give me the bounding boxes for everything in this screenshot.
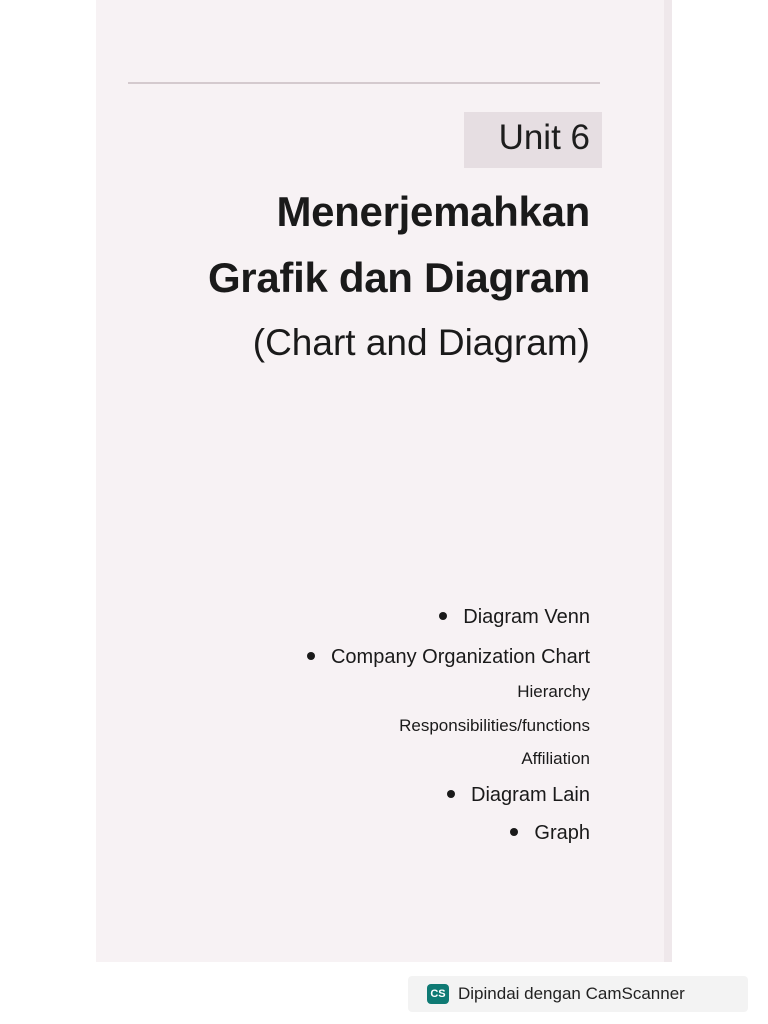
list-item-label: Graph	[534, 822, 590, 844]
page-edge	[664, 0, 672, 962]
list-item-graph	[510, 822, 590, 845]
list-item-org-chart	[307, 646, 590, 669]
sub-item-responsibilities: Responsibilities/functions	[399, 716, 590, 735]
bullet-icon	[307, 652, 315, 660]
header-rule	[128, 82, 600, 84]
chapter-title-line-1: Menerjemahkan	[276, 188, 590, 235]
bleed-through-header	[128, 58, 600, 82]
sub-item-hierarchy: Hierarchy	[517, 682, 590, 701]
list-item-diagram-lain	[447, 784, 590, 807]
unit-title: Unit 6	[498, 118, 590, 157]
chapter-title-line-2: Grafik dan Diagram	[207, 254, 590, 301]
list-item-diagram-venn	[439, 606, 590, 629]
list-item-label: Diagram Lain	[471, 784, 590, 806]
bleed-through-text-body	[128, 446, 590, 826]
camscanner-watermark-text: Dipindai dengan CamScanner	[458, 984, 685, 1003]
sub-item-affiliation: Affiliation	[521, 749, 590, 768]
chapter-subtitle: (Chart and Diagram)	[252, 322, 590, 363]
list-item-label: Company Organization Chart	[330, 646, 590, 668]
camscanner-logo-icon: CS	[427, 984, 449, 1004]
bullet-icon	[510, 828, 518, 836]
bullet-icon	[439, 612, 447, 620]
bullet-icon	[447, 790, 455, 798]
list-item-label: Diagram Venn	[463, 606, 590, 628]
